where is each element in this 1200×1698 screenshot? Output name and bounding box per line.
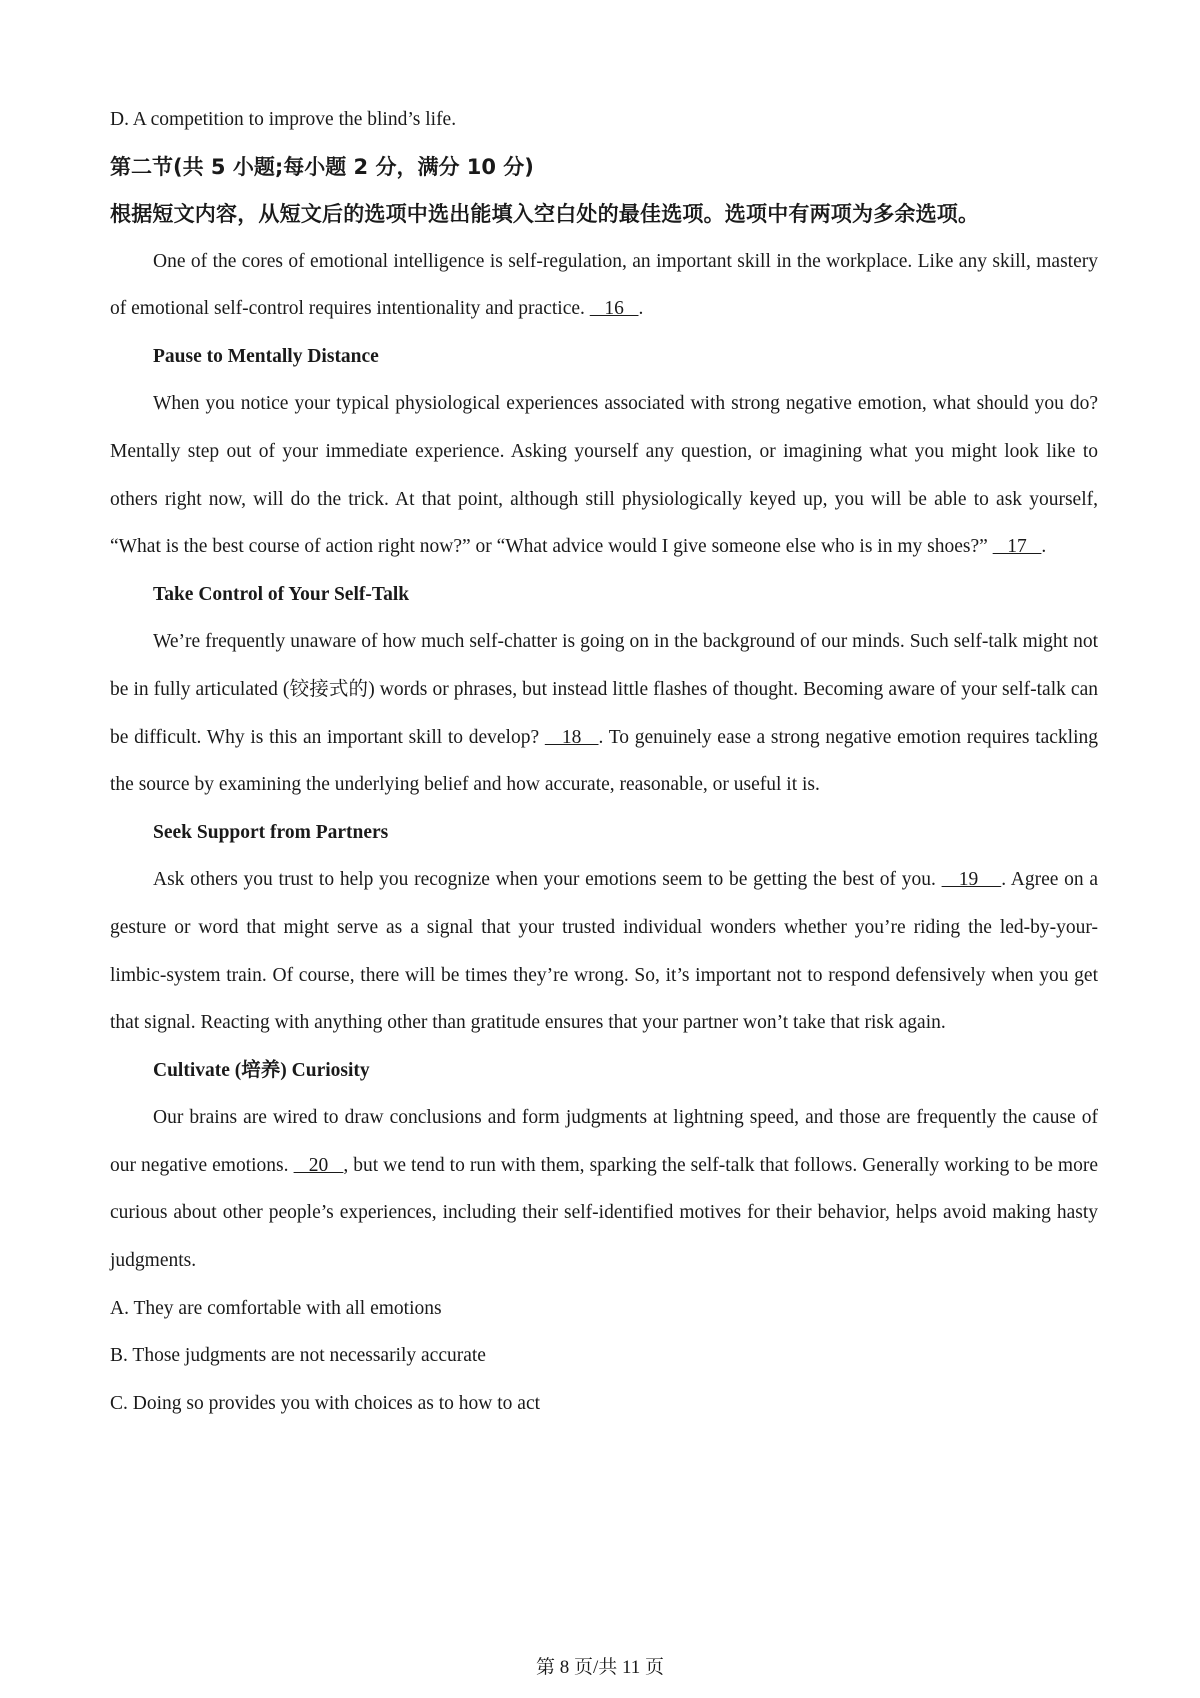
blank-19: 19 bbox=[941, 869, 1002, 891]
option-c: C. Doing so provides you with choices as to how to act bbox=[110, 1392, 541, 1414]
paragraph-support-text-b: . Agree on a gesture or word that might serve as a signal that your trusted individual wonders whether you’re riding the led-by-your-limbic-system train. Of course, there will be times they’re wrong. So, it’s important not to respond defensively when you get that signal. Reacting with anything other than gratitude ensures that your partner won’t take that risk again. bbox=[110, 869, 1099, 1034]
section-instruction: 根据短文内容，从短文后的选项中选出能填入空白处的最佳选项。选项中有两项为多余选项。 bbox=[110, 201, 980, 226]
blank-17: 17 bbox=[992, 536, 1042, 558]
heading-pause: Pause to Mentally Distance bbox=[153, 345, 379, 367]
heading-support: Seek Support from Partners bbox=[153, 821, 389, 843]
paragraph-support-text-a: Ask others you trust to help you recognize when your emotions seem to be getting the best of you. bbox=[153, 869, 936, 891]
exam-page bbox=[110, 96, 1098, 1427]
heading-curiosity: Cultivate (培养) Curiosity bbox=[153, 1059, 370, 1081]
paragraph-curiosity bbox=[110, 1094, 1098, 1284]
paragraph-curiosity-text-a: Our brains are wired to draw conclusions and form judgments at lightning speed, and those are frequently the cause of our negative emotions. bbox=[110, 1107, 1098, 1176]
blank-18: 18 bbox=[544, 726, 599, 748]
paragraph-self-talk-text-a: We’re frequently unaware of how much self-chatter is going on in the background of our minds. Such self-talk might not be in fully articulated (铰接式的) words or phrases, but instead little flashes of thought. Becoming aware of your self-talk can be difficult. Why is this an important skill to develop? bbox=[110, 631, 1098, 748]
section-title: 第二节(共 5 小题;每小题 2 分，满分 10 分) bbox=[110, 154, 534, 179]
blank-20: 20 bbox=[293, 1154, 344, 1176]
paragraph-curiosity-text-b: , but we tend to run with them, sparking the self-talk that follows. Generally working to be more curious about other people’s experiences, including their self-identified motives for their behavior, helps avoid making hasty judgments. bbox=[110, 1154, 1099, 1272]
option-b: B. Those judgments are not necessarily accurate bbox=[110, 1345, 486, 1367]
intro-text: One of the cores of emotional intelligence is self-regulation, an important skill in the workplace. Like any skill, mastery of emotional self-control requires intentionality and practice. bbox=[110, 250, 1098, 320]
option-a: A. They are comfortable with all emotions bbox=[110, 1297, 442, 1319]
page-number-footer: 第 8 页/共 11 页 bbox=[535, 1657, 665, 1678]
paragraph-pause bbox=[110, 380, 1098, 570]
paragraph-pause-end: . bbox=[1041, 536, 1047, 558]
paragraph-self-talk-text-b: . To genuinely ease a strong negative emotion requires tackling the source by examining the underlying belief and how accurate, reasonable, or useful it is. bbox=[110, 726, 1099, 796]
previous-option-d: D. A competition to improve the blind’s life. bbox=[110, 109, 457, 130]
blank-16: 16 bbox=[589, 298, 639, 320]
passage-intro bbox=[110, 238, 1098, 333]
paragraph-self-talk bbox=[110, 618, 1098, 808]
paragraph-support bbox=[110, 856, 1098, 1046]
paragraph-pause-text: When you notice your typical physiological experiences associated with strong negative emotion, what should you do? Mentally step out of your immediate experience. Asking yourself any question, or imagining what you might look like to others right now, will do the trick. At that point, although still physiologically keyed up, you will be able to ask yourself, “What is the best course of action right now?” or “What advice would I give someone else who is in my shoes?” bbox=[110, 393, 1098, 558]
heading-self-talk: Take Control of Your Self-Talk bbox=[153, 583, 410, 605]
intro-end: . bbox=[638, 298, 644, 320]
